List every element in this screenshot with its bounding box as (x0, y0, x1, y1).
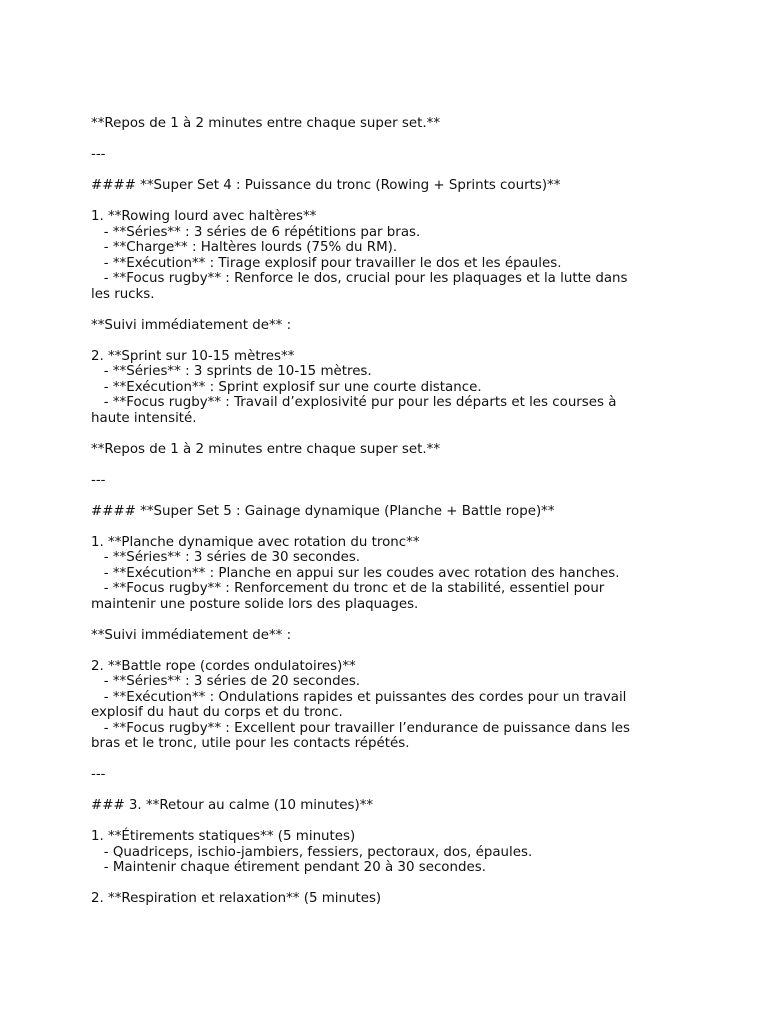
text-line: 1. **Planche dynamique avec rotation du tronc** (91, 534, 420, 550)
text-line: les rucks. (91, 286, 155, 302)
document-body (91, 116, 691, 907)
text-line: 2. **Sprint sur 10-15 mètres** (91, 348, 295, 364)
text-line: **Suivi immédiatement de** : (91, 627, 292, 643)
text-line (91, 488, 691, 504)
text-line: haute intensité. (91, 410, 197, 426)
text-line (91, 194, 691, 210)
text-line: 2. **Respiration et relaxation** (5 minutes) (91, 891, 382, 906)
text-line (91, 426, 691, 442)
text-line: - **Exécution** : Ondulations rapides et puissantes des cordes pour un travail (91, 689, 627, 705)
text-line: --- (91, 147, 106, 162)
text-line: **Suivi immédiatement de** : (91, 317, 292, 333)
text-line: - **Charge** : Haltères lourds (75% du RM). (91, 240, 398, 255)
text-line: --- (91, 767, 106, 782)
text-line: --- (91, 472, 106, 488)
text-line (91, 643, 691, 659)
text-line: - **Séries** : 3 séries de 20 secondes. (91, 674, 361, 689)
text-line (91, 612, 691, 628)
text-line: 2. **Battle rope (cordes ondulatoires)** (91, 658, 356, 674)
text-line: - **Séries** : 3 séries de 30 secondes. (91, 550, 361, 565)
text-line: - Quadriceps, ischio-jambiers, fessiers, pectoraux, dos, épaules. (91, 844, 533, 860)
text-line: - **Focus rugby** : Renforcement du tronc et de la stabilité, essentiel pour (91, 581, 605, 596)
text-line: 1. **Étirements statiques** (5 minutes) (91, 829, 356, 844)
text-line (91, 814, 691, 830)
text-line: bras et le tronc, utile pour les contacts répétés. (91, 736, 410, 751)
text-line: - **Focus rugby** : Travail d’explosivité pur pour les départs et les courses à (91, 395, 617, 410)
text-line (91, 457, 691, 473)
text-line: - **Séries** : 3 sprints de 10-15 mètres. (91, 364, 372, 379)
text-line (91, 519, 691, 535)
text-line (91, 302, 691, 318)
text-line (91, 783, 691, 799)
text-line (91, 333, 691, 349)
text-line: **Repos de 1 à 2 minutes entre chaque super set.** (91, 441, 441, 457)
text-line: ### 3. **Retour au calme (10 minutes)** (91, 798, 374, 813)
text-line (91, 163, 691, 179)
text-line: - **Focus rugby** : Renforce le dos, crucial pour les plaquages et la lutte dans (91, 271, 628, 286)
text-line: - **Exécution** : Planche en appui sur les coudes avec rotation des hanches. (91, 565, 620, 581)
text-line: explosif du haut du corps et du tronc. (91, 705, 343, 720)
text-line: - **Focus rugby** : Excellent pour travailler l’endurance de puissance dans les (91, 720, 631, 736)
text-line: 1. **Rowing lourd avec haltères** (91, 209, 317, 224)
text-line: maintenir une posture solide lors des plaquages. (91, 596, 419, 612)
text-line (91, 132, 691, 148)
text-line: - **Exécution** : Tirage explosif pour travailler le dos et les épaules. (91, 255, 562, 271)
text-line: #### **Super Set 5 : Gainage dynamique (Planche + Battle rope)** (91, 503, 555, 519)
text-line: - **Séries** : 3 séries de 6 répétitions par bras. (91, 224, 421, 240)
text-line: - Maintenir chaque étirement pendant 20 à 30 secondes. (91, 860, 486, 875)
text-line: - **Exécution** : Sprint explosif sur une courte distance. (91, 379, 482, 395)
text-line (91, 876, 691, 892)
text-line: **Repos de 1 à 2 minutes entre chaque super set.** (91, 116, 441, 131)
text-line (91, 752, 691, 768)
text-line: #### **Super Set 4 : Puissance du tronc (Rowing + Sprints courts)** (91, 178, 561, 193)
